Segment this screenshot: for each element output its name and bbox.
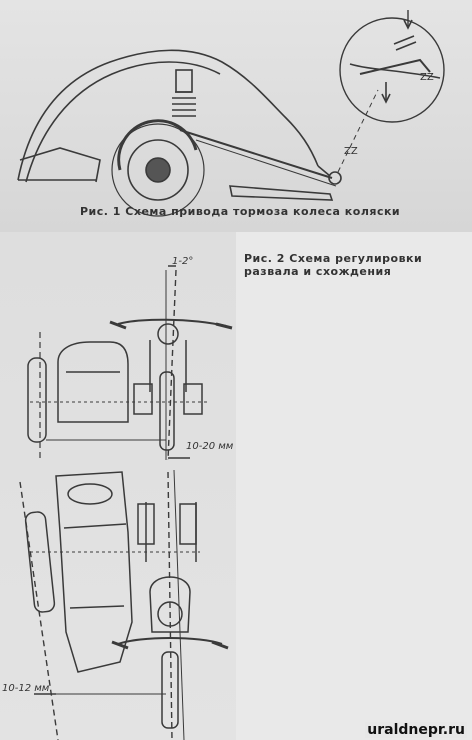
sidecar-brake-drive-drawing (0, 0, 472, 232)
site-watermark: uraldnepr.ru (367, 722, 465, 738)
svg-text:ZZ: ZZ (344, 146, 358, 157)
toe-in-dimension-top: 10-20 мм (186, 441, 234, 452)
toe-in-dimension-bottom: 10-12 мм (2, 683, 50, 694)
figure2-caption: Рис. 2 Схема регулировки развала и схождения (244, 252, 423, 278)
figure1-caption: Рис. 1 Схема привода тормоза колеса коляски (80, 205, 401, 218)
camber-toe-in-drawing (0, 232, 472, 740)
camber-angle-label: 1-2° (172, 256, 194, 267)
svg-text:ZZ: ZZ (420, 72, 434, 83)
